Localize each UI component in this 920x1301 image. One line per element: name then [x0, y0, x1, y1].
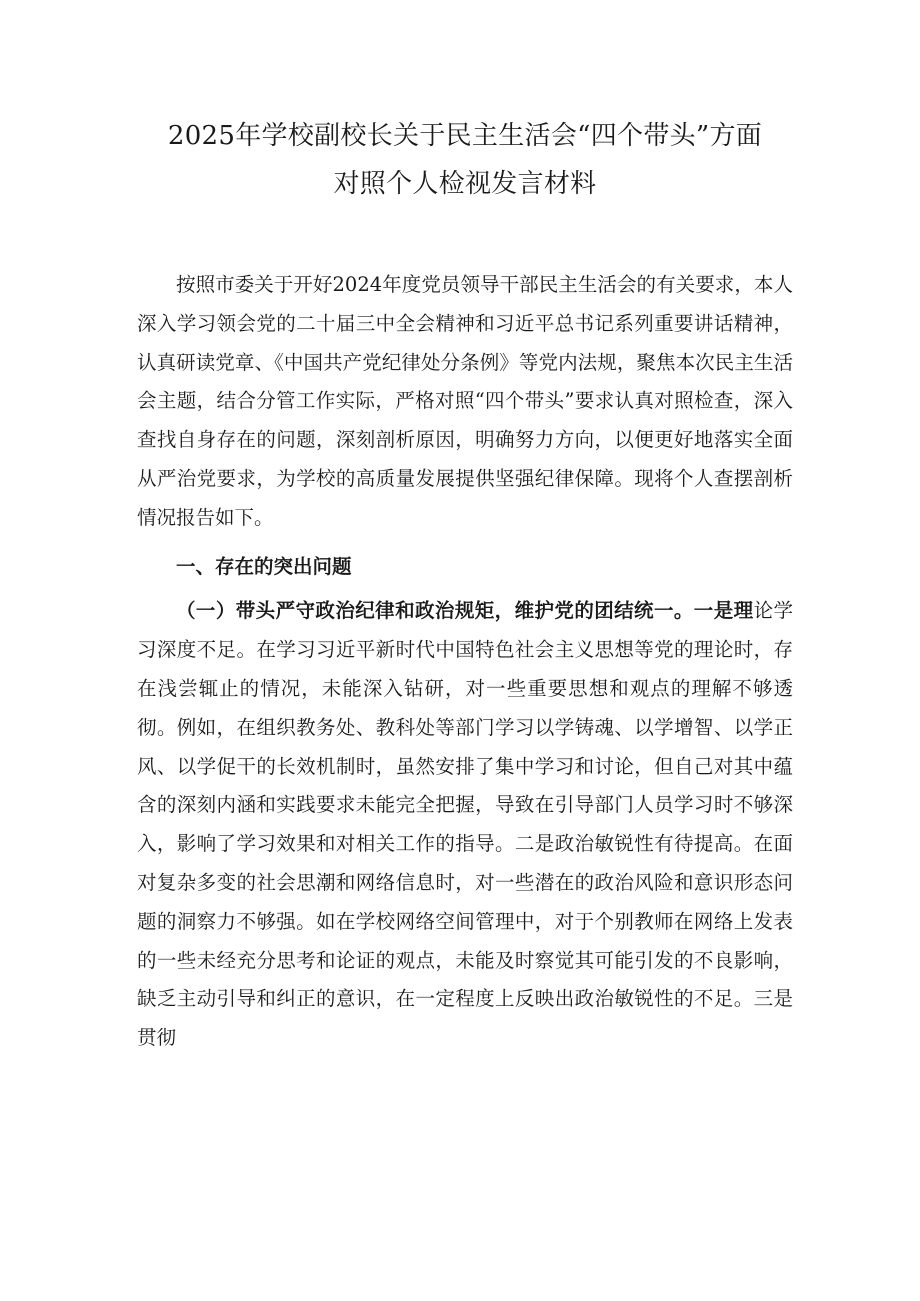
subsection-lead: （一）带头严守政治纪律和政治规矩，维护党的团结统一。一是理 — [176, 599, 754, 623]
title-line-2: 对照个人检视发言材料 — [333, 169, 597, 199]
intro-paragraph: 按照市委关于开好2024年度党员领导干部民主生活会的有关要求，本人深入学习领会党的二十届三中全会精神和习近平总书记系列重要讲话精神，认真研读党章、《中国共产党纪律处分条例》等党内法规，聚焦本次民主生活会主题，结合分管工作实际，严格对照“四个带头”要求认真对照检查，深入查找自身存在的问题，深刻剖析原因，明确努力方向，以便更好地落实全面从严治党要求，为学校的高质量发展提供坚强纪律保障。现将个人查摆剖析情况报告如下。 — [137, 273, 793, 529]
document-title — [137, 112, 793, 208]
section-heading: 一、存在的突出问题 — [176, 554, 352, 578]
title-line-1: 2025年学校副校长关于民主生活会“四个带头”方面 — [167, 121, 763, 151]
subsection-body: 论学习深度不足。在学习习近平新时代中国特色社会主义思想等党的理论时，存在浅尝辄止的情况，未能深入钻研，对一些重要思想和观点的理解不够透彻。例如，在组织教务处、教科处等部门学习以学铸魂、以学增智、以学正风、以学促干的长效机制时，虽然安排了集中学习和讨论，但自己对其中蕴含的深刻内涵和实践要求未能完全把握，导致在引导部门人员学习时不够深入，影响了学习效果和对相关工作的指导。二是政治敏锐性有待提高。在面对复杂多变的社会思潮和网络信息时，对一些潜在的政治风险和意识形态问题的洞察力不够强。如在学校网络空间管理中，对于个别教师在网络上发表的一些未经充分思考和论证的观点，未能及时察觉其可能引发的不良影响，缺乏主动引导和纠正的意识，在一定程度上反映出政治敏锐性的不足。三是贯彻 — [137, 599, 793, 1050]
subsection-paragraph — [137, 592, 793, 1058]
